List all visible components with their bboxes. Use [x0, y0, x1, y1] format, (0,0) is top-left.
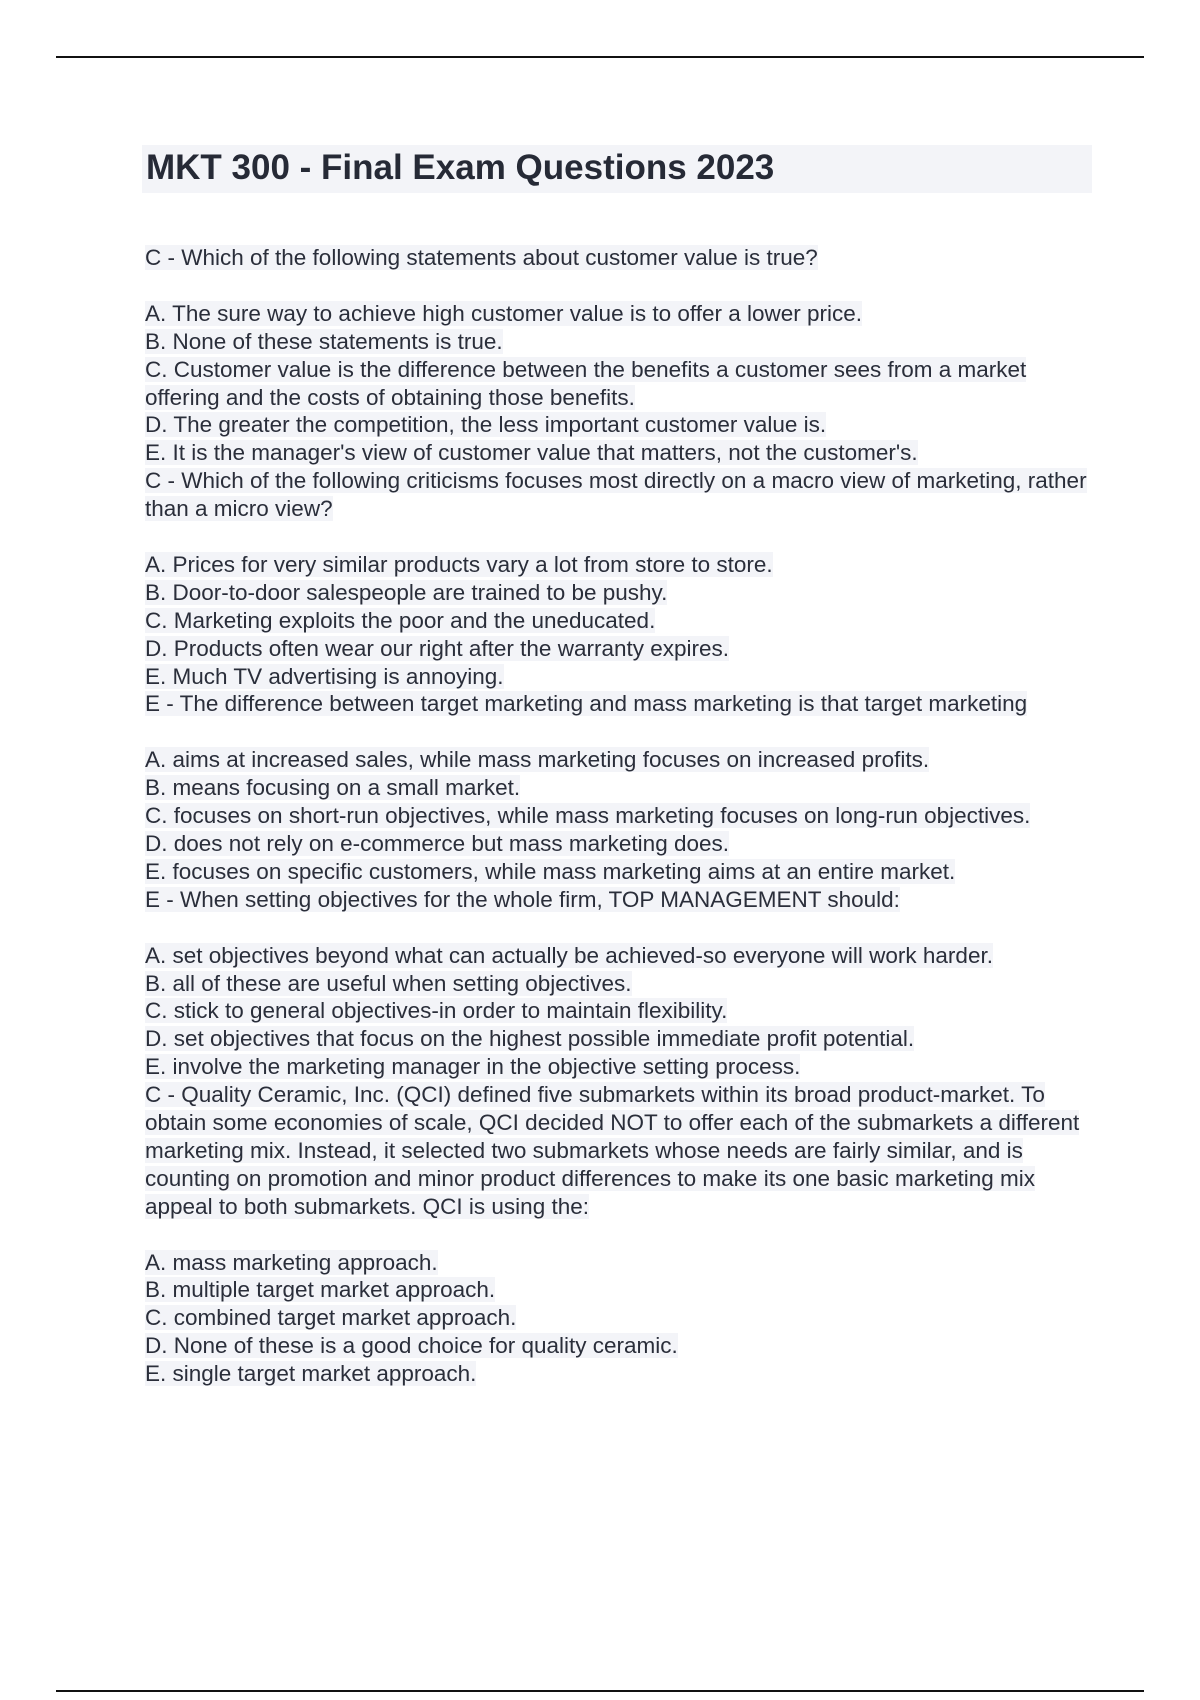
- answer-option: C. Marketing exploits the poor and the uneducated.: [145, 607, 656, 633]
- answer-option: C. focuses on short-run objectives, while mass marketing focuses on long-run objectives.: [145, 803, 1031, 829]
- question-text: E - When setting objectives for the whole firm, TOP MANAGEMENT should:: [145, 886, 900, 912]
- question-text: C - Which of the following statements about customer value is true?: [145, 245, 818, 270]
- question-4: [145, 886, 1105, 1081]
- top-rule: [56, 56, 1144, 58]
- answer-option: E. It is the manager's view of customer value that matters, not the customer's.: [145, 440, 918, 466]
- answer-options: [145, 718, 1105, 885]
- answer-option: B. all of these are useful when setting objectives.: [145, 970, 632, 996]
- question-text: C - Quality Ceramic, Inc. (QCI) defined five submarkets within its broad product-market. To obtain some economies of scale, QCI decided NOT to offer each of the submarkets a different marketing mix. Instead, it selected two submarkets whose needs are fairly similar, and is counting on promotion and minor product differences to make its one basic marketing mix appeal to both submarkets. QCI is using the:: [145, 1082, 1080, 1219]
- answer-option: A. aims at increased sales, while mass marketing focuses on increased profits.: [145, 747, 930, 773]
- answer-options: [145, 523, 1105, 690]
- answer-option: E. involve the marketing manager in the objective setting process.: [145, 1054, 801, 1080]
- answer-option: E. focuses on specific customers, while mass marketing aims at an entire market.: [145, 858, 956, 884]
- page-title: MKT 300 - Final Exam Questions 2023: [146, 148, 775, 187]
- answer-option: D. does not rely on e-commerce but mass marketing does.: [145, 830, 730, 856]
- answer-option: C. combined target market approach.: [145, 1305, 517, 1331]
- answer-option: B. multiple target market approach.: [145, 1277, 496, 1303]
- question-list: [145, 244, 1105, 1388]
- bottom-rule: [56, 1690, 1144, 1692]
- question-text: C - Which of the following criticisms focuses most directly on a macro view of marketing, rather than a micro view?: [145, 468, 1087, 522]
- answer-option: A. set objectives beyond what can actually be achieved-so everyone will work harder.: [145, 942, 993, 968]
- question-2: [145, 467, 1105, 690]
- question-5: [145, 1081, 1105, 1388]
- question-3: [145, 690, 1105, 885]
- answer-option: D. Products often wear our right after the warranty expires.: [145, 635, 730, 661]
- answer-options: [145, 272, 1105, 467]
- answer-option: B. means focusing on a small market.: [145, 775, 521, 801]
- answer-option: B. Door-to-door salespeople are trained to be pushy.: [145, 579, 668, 605]
- answer-option: C. Customer value is the difference between the benefits a customer sees from a market offering and the costs of obtaining those benefits.: [145, 356, 1027, 410]
- answer-options: [145, 914, 1105, 1081]
- question-text: E - The difference between target marketing and mass marketing is that target marketing: [145, 691, 1028, 717]
- answer-option: A. Prices for very similar products vary a lot from store to store.: [145, 551, 773, 577]
- answer-option: D. set objectives that focus on the highest possible immediate profit potential.: [145, 1026, 915, 1052]
- answer-option: A. The sure way to achieve high customer value is to offer a lower price.: [145, 300, 863, 326]
- answer-option: D. The greater the competition, the less important customer value is.: [145, 412, 827, 438]
- question-1: [145, 244, 1105, 467]
- answer-option: C. stick to general objectives-in order to maintain flexibility.: [145, 998, 728, 1024]
- answer-option: E. Much TV advertising is annoying.: [145, 663, 504, 689]
- answer-option: A. mass marketing approach.: [145, 1249, 438, 1275]
- answer-option: D. None of these is a good choice for quality ceramic.: [145, 1333, 678, 1359]
- answer-option: E. single target market approach.: [145, 1361, 477, 1387]
- answer-option: B. None of these statements is true.: [145, 328, 503, 354]
- answer-options: [145, 1221, 1105, 1388]
